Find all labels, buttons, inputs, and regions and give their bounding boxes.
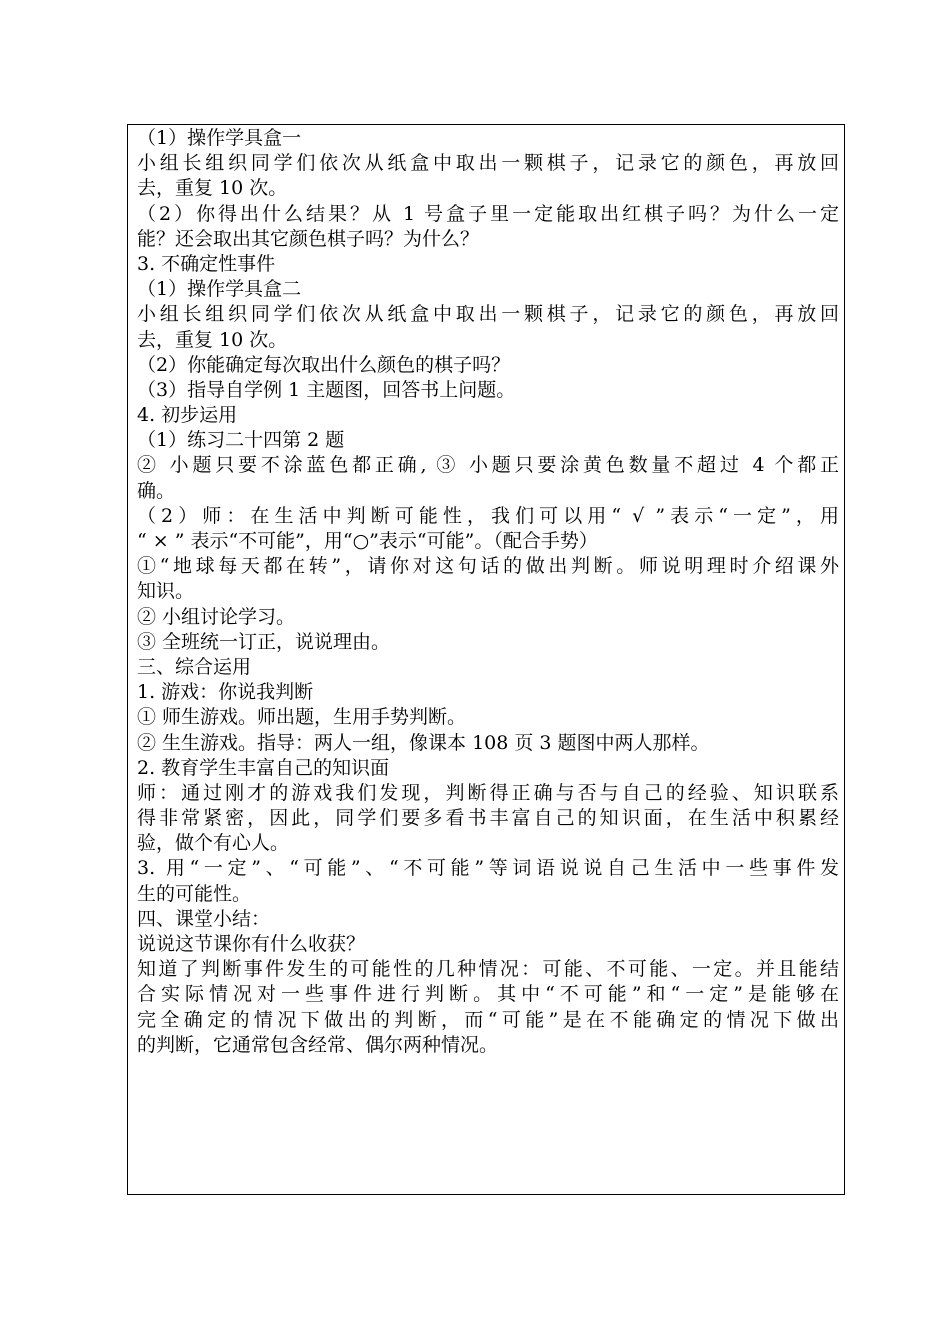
text-line: （1）练习二十四第 2 题 — [137, 429, 345, 452]
text-line: 的判断，它通常包含经常、偶尔两种情况。 — [137, 1033, 499, 1056]
text-line: 3. 不确定性事件 — [137, 252, 276, 275]
text-line: 小组长组织同学们依次从纸盒中取出一颗棋子，记录它的颜色，再放回 — [137, 303, 839, 326]
text-line: ② 生生游戏。指导：两人一组，像课本 108 页 3 题图中两人那样。 — [137, 731, 710, 754]
text-line: （2）师：在生活中判断可能性，我们可以用“ √ ”表示“一定”，用 — [137, 504, 839, 527]
text-line: ② 小组讨论学习。 — [137, 605, 296, 628]
text-line: 验，做个有心人。 — [137, 832, 290, 855]
text-line: 合实际情况对一些事件进行判断。其中“不可能”和“一定”是能够在 — [137, 983, 839, 1006]
text-line: 说说这节课你有什么收获？ — [137, 933, 366, 955]
text-line: （2）你得出什么结果？从 1 号盒子里一定能取出红棋子吗？为什么一定 — [137, 202, 839, 225]
text-line: 知道了判断事件发生的可能性的几种情况：可能、不可能、一定。并且能结 — [137, 958, 839, 981]
text-line: 能？还会取出其它颜色棋子吗？为什么？ — [137, 227, 480, 250]
text-line: ①“地球每天都在转”，请你对这句话的做出判断。师说明理时介绍课外 — [137, 555, 839, 578]
text-line: ② 小题只要不涂蓝色都正确, ③ 小题只要涂黄色数量不超过 4 个都正 — [137, 454, 839, 477]
text-line: 确。 — [137, 479, 176, 502]
text-line: 去，重复 10 次。 — [137, 177, 288, 200]
text-line: “ × ” 表示“不可能”，用“○”表示“可能”。（配合手势） — [137, 530, 598, 552]
text-line: （1）操作学具盒二 — [137, 278, 302, 301]
text-line: 生的可能性。 — [137, 882, 252, 905]
text-line: ③ 全班统一订正，说说理由。 — [137, 630, 391, 653]
text-line: ① 师生游戏。师出题，生用手势判断。 — [137, 706, 467, 729]
text-line: 去，重复 10 次。 — [137, 328, 288, 351]
lesson-plan-text — [137, 126, 839, 1058]
text-line: 得非常紧密，因此，同学们要多看书丰富自己的知识面，在生活中积累经 — [137, 807, 839, 830]
text-line: （3）指导自学例 1 主题图，回答书上问题。 — [137, 378, 516, 401]
text-line: （2）你能确定每次取出什么颜色的棋子吗？ — [137, 353, 511, 376]
text-line: 4. 初步运用 — [137, 404, 238, 427]
text-line: 三、综合运用 — [137, 655, 252, 678]
text-line: 四、课堂小结： — [137, 907, 271, 930]
text-line: 1. 游戏：你说我判断 — [137, 681, 314, 704]
text-line: 3. 用“一定”、“可能”、“不可能”等词语说说自己生活中一些事件发 — [137, 857, 839, 880]
text-line: 小组长组织同学们依次从纸盒中取出一颗棋子，记录它的颜色，再放回 — [137, 152, 839, 175]
text-line: 2. 教育学生丰富自己的知识面 — [137, 756, 390, 779]
text-line: 师：通过刚才的游戏我们发现，判断得正确与否与自己的经验、知识联系 — [137, 781, 839, 804]
text-line: 完全确定的情况下做出的判断，而“可能”是在不能确定的情况下做出 — [137, 1008, 839, 1031]
text-line: （1）操作学具盒一 — [137, 127, 302, 149]
text-line: 知识。 — [137, 580, 195, 603]
